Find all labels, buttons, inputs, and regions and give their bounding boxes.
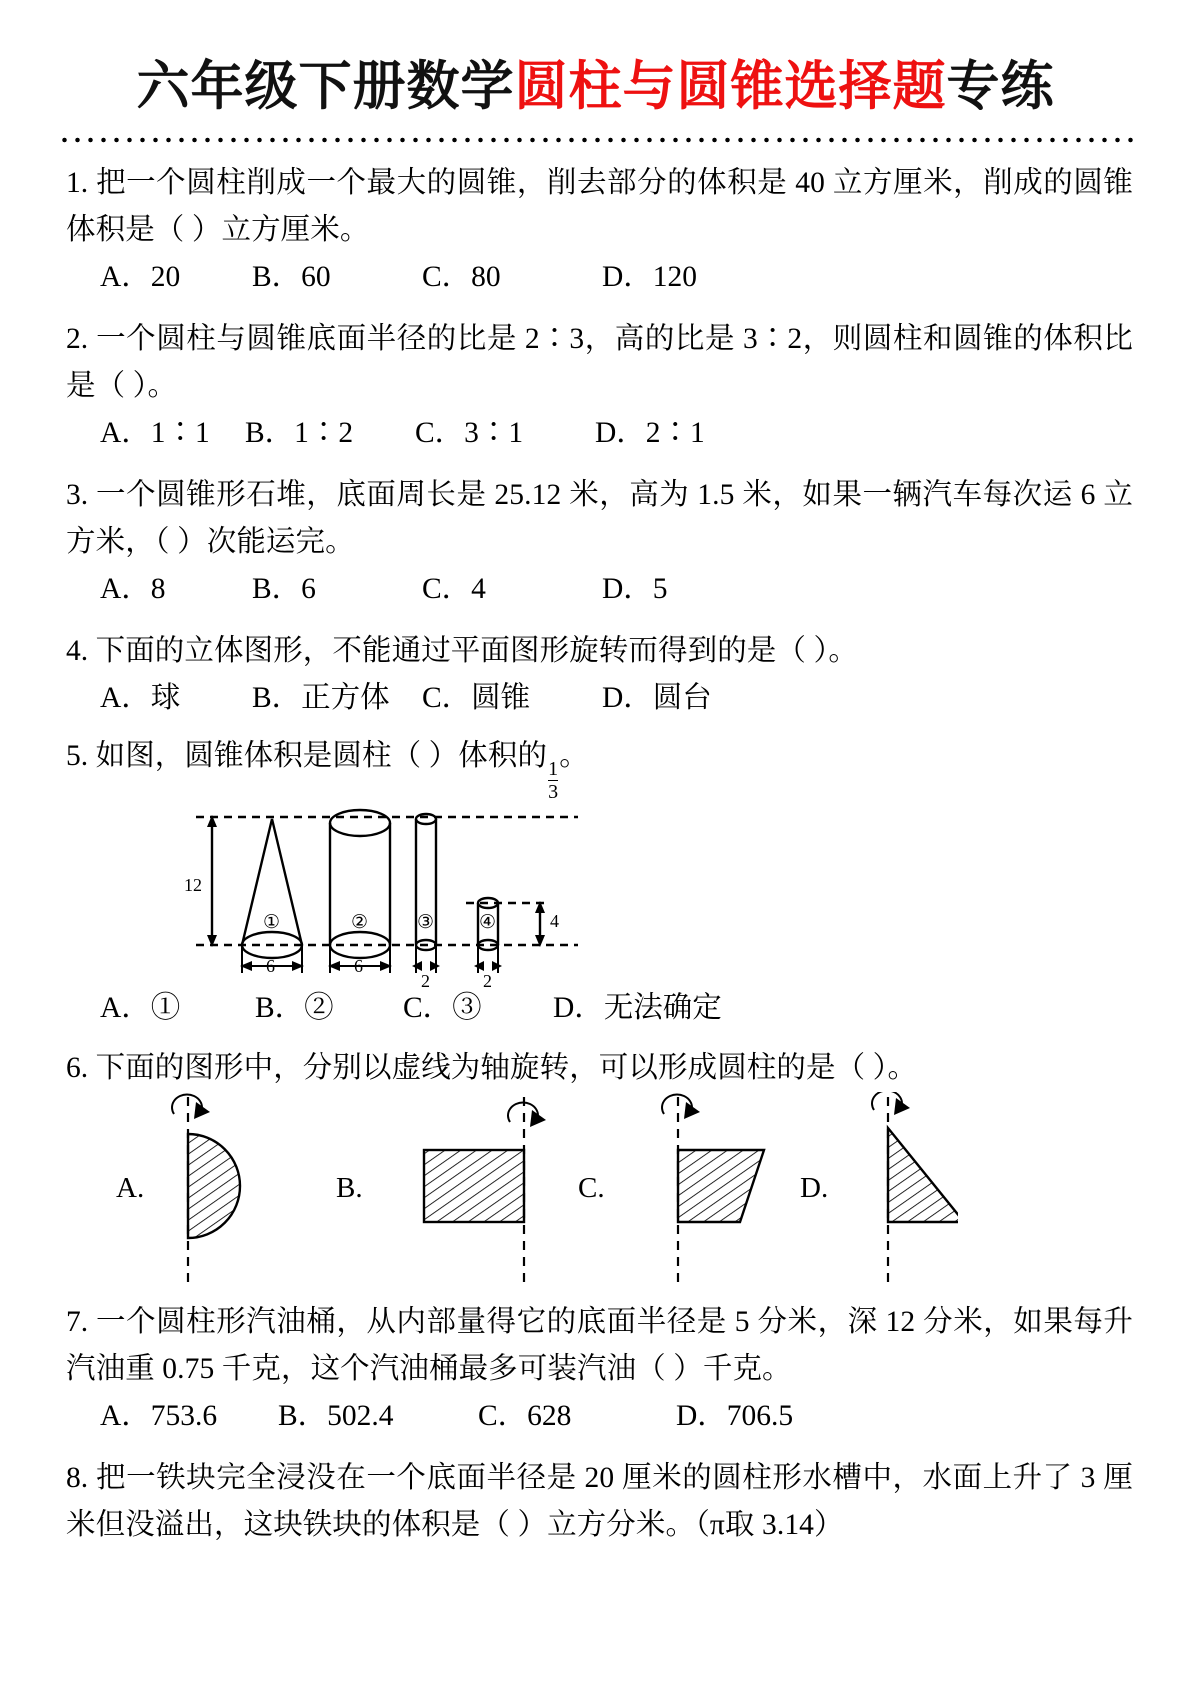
question-7-text: 一个圆柱形汽油桶，从内部量得它的底面半径是 5 分米，深 12 分米，如果每升汽油重 0.75 千克，这个汽油桶最多可装汽油（ ）千克。 xyxy=(66,1306,1133,1386)
rotation-option-label-a[interactable]: A. xyxy=(116,1172,145,1205)
solid-mark-3: ③ xyxy=(417,912,435,934)
question-3-options xyxy=(58,566,1133,612)
option-c[interactable]: C．4 xyxy=(422,573,486,606)
question-4-options xyxy=(58,675,1133,721)
question-3-text: 一个圆锥形石堆，底面周长是 25.12 米，高为 1.5 米，如果一辆汽车每次运 6 立方米，（ ）次能运完。 xyxy=(66,479,1133,559)
option-c[interactable]: C．628 xyxy=(478,1400,572,1433)
width-label-4: 2 xyxy=(483,971,492,992)
title-part-topic: 圆柱与圆锥选择题 xyxy=(514,57,947,116)
question-3 xyxy=(58,472,1133,612)
question-6-figure xyxy=(88,1092,958,1287)
rotation-shape-a xyxy=(172,1095,240,1282)
width-label-2: 6 xyxy=(354,956,363,977)
question-8 xyxy=(58,1455,1133,1549)
option-a[interactable]: A．20 xyxy=(100,261,181,294)
question-5-text: 如图，圆锥体积是圆柱（ ）体积的 xyxy=(95,740,548,773)
width-label-1: 6 xyxy=(266,956,275,977)
question-7-number: 7. xyxy=(66,1306,89,1339)
question-5-number: 5. xyxy=(66,740,89,773)
question-1-number: 1. xyxy=(66,167,89,200)
question-4-text: 下面的立体图形，不能通过平面图形旋转而得到的是（ ）。 xyxy=(95,635,858,668)
question-2-number: 2. xyxy=(66,323,89,356)
question-8-text: 把一铁块完全浸没在一个底面半径是 20 厘米的圆柱形水槽中，水面上升了 3 厘米但没溢出，这块铁块的体积是（ ）立方分米。（π取 3.14） xyxy=(66,1462,1133,1542)
fraction-numerator: 1 xyxy=(548,758,559,781)
question-2 xyxy=(58,316,1133,456)
option-c[interactable]: C．③ xyxy=(403,992,482,1025)
question-5 xyxy=(58,733,1133,1031)
question-6-text: 下面的图形中，分别以虚线为轴旋转，可以形成圆柱的是（ ）。 xyxy=(95,1052,918,1085)
option-a[interactable]: A．1∶1 xyxy=(100,417,210,450)
question-4-number: 4. xyxy=(66,635,89,668)
option-d[interactable]: D．无法确定 xyxy=(553,992,722,1025)
option-b[interactable]: B．② xyxy=(255,992,334,1025)
fraction-denominator: 3 xyxy=(548,781,559,804)
rotation-shape-b xyxy=(424,1097,546,1282)
height-dimension-12 xyxy=(207,815,217,947)
option-a[interactable]: A．① xyxy=(100,992,181,1025)
option-a[interactable]: A．球 xyxy=(100,682,181,715)
title-divider xyxy=(58,136,1135,144)
page-title xyxy=(58,0,1133,116)
question-2-text: 一个圆柱与圆锥底面半径的比是 2∶3，高的比是 3∶2，则圆柱和圆锥的体积比是（ ）。 xyxy=(66,323,1133,403)
option-d[interactable]: D．706.5 xyxy=(676,1400,794,1433)
option-c[interactable]: C．80 xyxy=(422,261,501,294)
question-3-number: 3. xyxy=(66,479,89,512)
option-a[interactable]: A．8 xyxy=(100,573,166,606)
question-5-options xyxy=(58,985,1133,1031)
rotation-option-label-d[interactable]: D. xyxy=(800,1172,829,1205)
question-1 xyxy=(58,160,1133,300)
question-5-text-after: 。 xyxy=(559,740,589,773)
title-part-suffix: 专练 xyxy=(946,57,1055,116)
question-4 xyxy=(58,628,1133,721)
solid-mark-4: ④ xyxy=(479,912,497,934)
option-c[interactable]: C．圆锥 xyxy=(422,682,531,715)
question-2-options xyxy=(58,410,1133,456)
title-part-grade: 六年级下册数学 xyxy=(136,57,515,116)
solid-cylinder-2 xyxy=(330,810,390,958)
option-b[interactable]: B．1∶2 xyxy=(245,417,354,450)
rotation-shape-c xyxy=(662,1095,764,1282)
question-6-number: 6. xyxy=(66,1052,89,1085)
option-d[interactable]: D．2∶1 xyxy=(595,417,705,450)
option-d[interactable]: D．圆台 xyxy=(602,682,712,715)
height-dimension-4 xyxy=(535,901,545,947)
rotation-option-label-c[interactable]: C. xyxy=(578,1172,605,1205)
question-5-figure xyxy=(178,803,638,992)
option-a[interactable]: A．753.6 xyxy=(100,1400,218,1433)
rotation-shape-d xyxy=(872,1092,958,1282)
question-1-options xyxy=(58,254,1133,300)
solid-mark-1: ① xyxy=(263,912,281,934)
solid-mark-2: ② xyxy=(351,912,369,934)
question-8-number: 8. xyxy=(66,1462,89,1495)
width-label-3: 2 xyxy=(421,971,430,992)
fraction-one-third xyxy=(548,759,558,803)
question-6 xyxy=(58,1045,1133,1287)
option-b[interactable]: B．60 xyxy=(252,261,331,294)
figure-height-label: 12 xyxy=(184,875,202,896)
rotation-option-label-b[interactable]: B. xyxy=(336,1172,363,1205)
figure-small-height-label: 4 xyxy=(550,911,559,932)
option-d[interactable]: D．120 xyxy=(602,261,698,294)
solid-cone-1 xyxy=(242,819,302,958)
option-b[interactable]: B．6 xyxy=(252,573,316,606)
option-d[interactable]: D．5 xyxy=(602,573,668,606)
question-7 xyxy=(58,1299,1133,1439)
option-c[interactable]: C．3∶1 xyxy=(415,417,524,450)
question-1-text: 把一个圆柱削成一个最大的圆锥，削去部分的体积是 40 立方厘米，削成的圆锥体积是（ ）立方厘米。 xyxy=(66,167,1133,247)
question-7-options xyxy=(58,1393,1133,1439)
option-b[interactable]: B．502.4 xyxy=(278,1400,394,1433)
option-b[interactable]: B．正方体 xyxy=(252,682,390,715)
